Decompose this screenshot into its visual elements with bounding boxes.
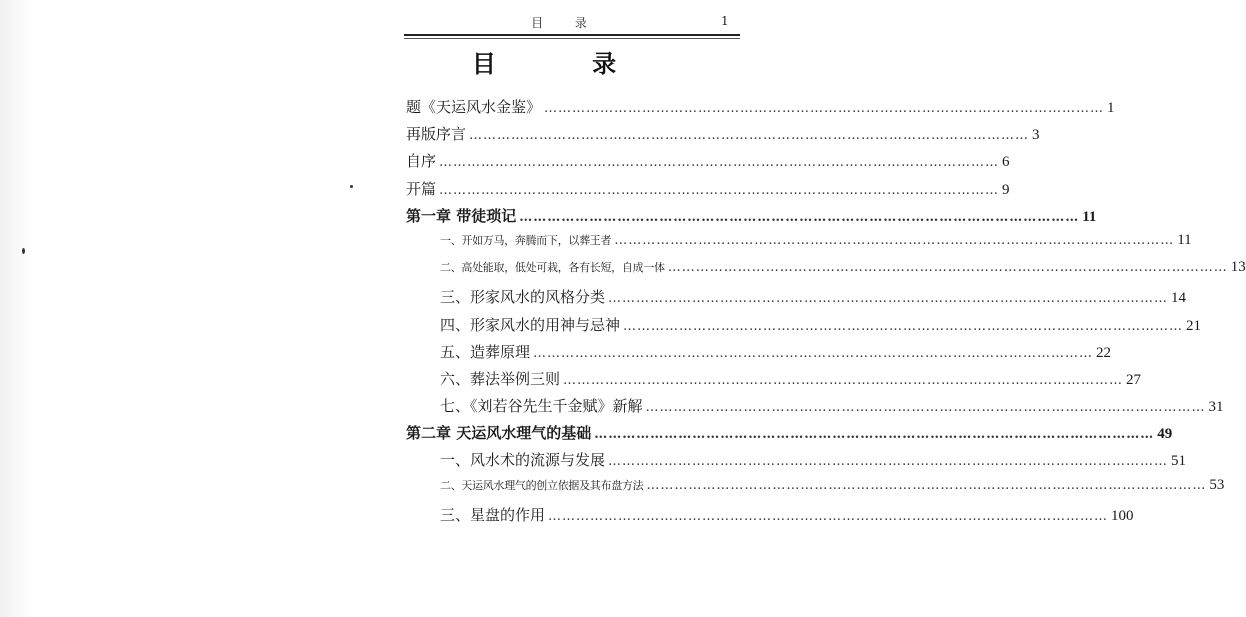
toc-section xyxy=(406,259,1246,286)
toc-section xyxy=(406,314,1202,341)
toc-page-number: 11 xyxy=(1082,208,1097,225)
toc-page-number: 27 xyxy=(1126,371,1142,388)
toc-leader-dots: ………………………………………………………………………………………………………… xyxy=(594,427,1155,443)
toc-leader-dots: ………………………………………………………………………………………………………… xyxy=(608,291,1169,307)
toc-leader-dots: ………………………………………………………………………………………………………… xyxy=(614,232,1175,248)
header-rule-thin xyxy=(404,38,740,39)
scan-edge-shadow xyxy=(0,0,30,617)
toc-section xyxy=(406,231,1192,259)
toc-entry-label: 自序 xyxy=(406,152,437,171)
toc-entry-label: 六、葬法举例三则 xyxy=(440,369,561,388)
toc-leader-dots: ………………………………………………………………………………………………………… xyxy=(439,155,1000,171)
toc-entry-label: 第一章 带徒琐记 xyxy=(406,206,517,225)
header-rule xyxy=(404,34,740,36)
toc-leader-dots: ………………………………………………………………………………………………………… xyxy=(533,345,1094,361)
toc-entry xyxy=(406,123,1040,150)
toc-leader-dots: ………………………………………………………………………………………………………… xyxy=(645,400,1206,416)
running-head: 目 录 xyxy=(531,16,601,30)
toc-leader-dots: ………………………………………………………………………………………………………… xyxy=(469,128,1030,144)
toc-entry-label: 一、风水术的流源与发展 xyxy=(440,451,606,470)
toc-page-number: 1 xyxy=(1107,100,1115,116)
toc-leader-dots: ………………………………………………………………………………………………………… xyxy=(608,454,1169,470)
toc-page-number: 51 xyxy=(1171,453,1187,470)
toc-entry-label: 再版序言 xyxy=(406,125,467,144)
toc-entry xyxy=(406,96,1115,123)
toc-page-number: 6 xyxy=(1002,154,1010,171)
toc-section xyxy=(406,395,1224,422)
toc-leader-dots: ………………………………………………………………………………………………………… xyxy=(667,260,1228,276)
toc-leader-dots: ………………………………………………………………………………………………………… xyxy=(563,372,1124,388)
toc-entry-label: 开篇 xyxy=(406,179,437,198)
toc-section xyxy=(406,286,1187,313)
toc-leader-dots: ………………………………………………………………………………………………………… xyxy=(519,209,1080,225)
table-of-contents xyxy=(406,96,1246,531)
book-page xyxy=(396,0,1246,617)
toc-chapter xyxy=(406,205,1097,232)
toc-entry xyxy=(406,150,1010,177)
toc-section xyxy=(406,368,1142,395)
scan-speck xyxy=(22,248,25,254)
scan-speck xyxy=(350,185,353,188)
toc-entry-label: 二、天运风水理气的创立依据及其布盘方法 xyxy=(440,478,644,492)
toc-chapter xyxy=(406,422,1173,449)
toc-entry-label: 第二章 天运风水理气的基础 xyxy=(406,424,592,443)
toc-entry-label: 三、星盘的作用 xyxy=(440,505,546,524)
toc-section xyxy=(406,341,1112,368)
toc-leader-dots: ………………………………………………………………………………………………………… xyxy=(623,318,1184,334)
toc-entry-label: 七、《刘若谷先生千金赋》新解 xyxy=(440,397,643,416)
toc-section xyxy=(406,449,1187,476)
toc-leader-dots: ………………………………………………………………………………………………………… xyxy=(439,182,1000,198)
toc-page-number: 53 xyxy=(1209,476,1225,493)
toc-page-number: 14 xyxy=(1171,290,1187,307)
toc-page-number: 100 xyxy=(1111,507,1134,524)
toc-page-number: 11 xyxy=(1177,231,1192,248)
toc-entry xyxy=(406,178,1010,205)
page-title: 目 录 xyxy=(471,49,661,78)
toc-entry-label: 四、形家风水的用神与忌神 xyxy=(440,315,621,334)
toc-page-number: 9 xyxy=(1002,181,1010,198)
toc-entry-label: 一、开如万马，奔腾而下，以葬王者 xyxy=(440,233,612,247)
toc-entry-label: 五、造葬原理 xyxy=(440,342,531,361)
toc-leader-dots: ………………………………………………………………………………………………………… xyxy=(544,101,1105,116)
toc-entry-label: 三、形家风水的风格分类 xyxy=(440,288,606,307)
toc-leader-dots: ………………………………………………………………………………………………………… xyxy=(548,508,1109,524)
toc-section xyxy=(406,476,1225,504)
toc-page-number: 3 xyxy=(1032,127,1040,144)
toc-page-number: 21 xyxy=(1186,317,1202,334)
toc-leader-dots: ………………………………………………………………………………………………………… xyxy=(646,477,1207,493)
toc-entry-label: 题《天运风水金鉴》 xyxy=(406,98,542,116)
toc-page-number: 49 xyxy=(1157,426,1173,443)
toc-page-number: 31 xyxy=(1208,399,1224,416)
toc-page-number: 22 xyxy=(1096,344,1112,361)
toc-entry-label: 二、高处能取，低处可栽，各有长短，自成一体 xyxy=(440,261,665,275)
toc-page-number: 13 xyxy=(1230,259,1246,276)
page-number: 1 xyxy=(721,14,729,28)
toc-section xyxy=(406,504,1134,531)
